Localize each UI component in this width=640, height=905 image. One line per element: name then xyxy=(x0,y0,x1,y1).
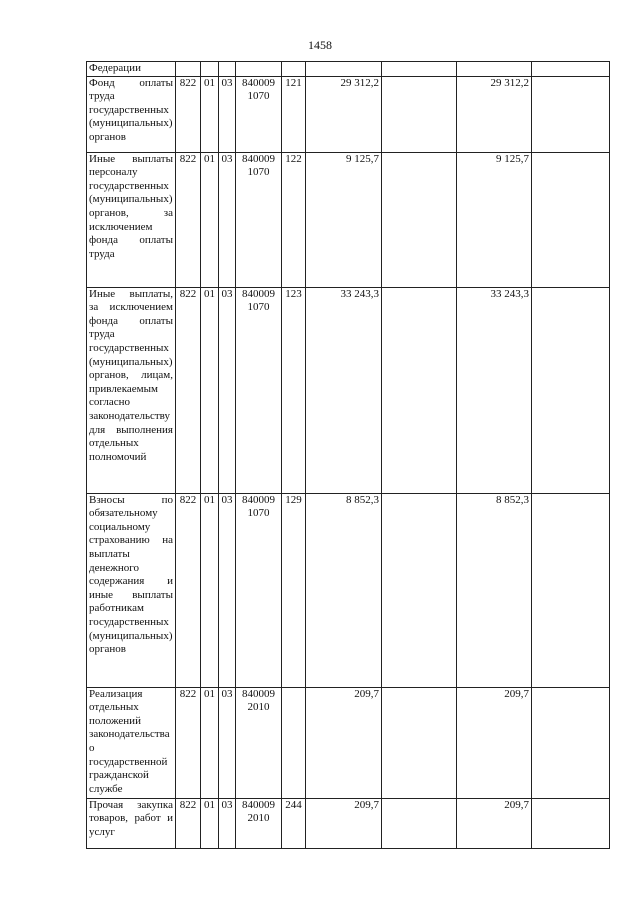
table-row xyxy=(87,798,610,848)
row-name-cell: Иные выплаты, за исключением фонда оплаты труда государственных (муниципальных) органов, лицам, привлекаемым согласно законодательству для выполнения отдельных полномочий xyxy=(87,287,176,493)
amount-total: 29 312,2 xyxy=(306,76,382,152)
subsection-code: 03 xyxy=(219,76,236,152)
table-row xyxy=(87,76,610,152)
section-code: 01 xyxy=(201,687,219,798)
subsection-code: 03 xyxy=(219,287,236,493)
ministry-code: 822 xyxy=(176,76,201,152)
ministry-code: 822 xyxy=(176,493,201,687)
amount-col-c: 9 125,7 xyxy=(457,152,532,287)
ministry-code: 822 xyxy=(176,287,201,493)
table-row xyxy=(87,287,610,493)
amount-total: 209,7 xyxy=(306,798,382,848)
subsection-code: 03 xyxy=(219,687,236,798)
table-row xyxy=(87,152,610,287)
amount-col-c: 209,7 xyxy=(457,687,532,798)
page-number: 1458 xyxy=(308,38,332,52)
row-name-cell: Фонд оплаты труда государственных (муниципальных) органов xyxy=(87,76,176,152)
article-code: 840009 2010 xyxy=(236,798,282,848)
section-code: 01 xyxy=(201,152,219,287)
amount-col-d xyxy=(532,152,610,287)
section-code: 01 xyxy=(201,287,219,493)
amount-col-c: 29 312,2 xyxy=(457,76,532,152)
amount-col-d xyxy=(532,687,610,798)
amount-col-d xyxy=(532,798,610,848)
amount-col-c: 33 243,3 xyxy=(457,287,532,493)
amount-col-b xyxy=(382,493,457,687)
expense-type-code: 129 xyxy=(282,493,306,687)
expense-type-code xyxy=(282,687,306,798)
row-name-cell: Прочая закупка товаров, работ и услуг xyxy=(87,798,176,848)
amount-col-b xyxy=(382,798,457,848)
section-code: 01 xyxy=(201,493,219,687)
article-code: 840009 1070 xyxy=(236,287,282,493)
amount-col-c: 209,7 xyxy=(457,798,532,848)
amount-col-b xyxy=(382,76,457,152)
section-code: 01 xyxy=(201,798,219,848)
article-code: 840009 1070 xyxy=(236,76,282,152)
amount-total: 8 852,3 xyxy=(306,493,382,687)
row-name-cell: Реализация отдельных положений законодательства о государственной гражданской службе xyxy=(87,687,176,798)
article-code: 840009 1070 xyxy=(236,152,282,287)
row-name-cell: Взносы по обязательному социальному страхованию на выплаты денежного содержания и иные выплаты работникам государственных (муниципальных) органов xyxy=(87,493,176,687)
article-code: 840009 1070 xyxy=(236,493,282,687)
subsection-code: 03 xyxy=(219,798,236,848)
amount-col-b xyxy=(382,687,457,798)
amount-col-d xyxy=(532,493,610,687)
row-name-cell: Федерации xyxy=(87,62,176,77)
expense-type-code: 123 xyxy=(282,287,306,493)
amount-total: 9 125,7 xyxy=(306,152,382,287)
ministry-code: 822 xyxy=(176,798,201,848)
ministry-code: 822 xyxy=(176,687,201,798)
subsection-code: 03 xyxy=(219,152,236,287)
row-name-cell: Иные выплаты персоналу государственных (муниципальных) органов, за исключением фонда оплаты труда xyxy=(87,152,176,287)
table-header-row xyxy=(87,62,610,77)
budget-table xyxy=(86,61,610,849)
amount-col-d xyxy=(532,287,610,493)
subsection-code: 03 xyxy=(219,493,236,687)
amount-col-c: 8 852,3 xyxy=(457,493,532,687)
table-row xyxy=(87,687,610,798)
expense-type-code: 244 xyxy=(282,798,306,848)
expense-type-code: 121 xyxy=(282,76,306,152)
ministry-code: 822 xyxy=(176,152,201,287)
amount-col-b xyxy=(382,287,457,493)
amount-col-b xyxy=(382,152,457,287)
amount-total: 33 243,3 xyxy=(306,287,382,493)
amount-total: 209,7 xyxy=(306,687,382,798)
article-code: 840009 2010 xyxy=(236,687,282,798)
section-code: 01 xyxy=(201,76,219,152)
expense-type-code: 122 xyxy=(282,152,306,287)
table-row xyxy=(87,493,610,687)
amount-col-d xyxy=(532,76,610,152)
